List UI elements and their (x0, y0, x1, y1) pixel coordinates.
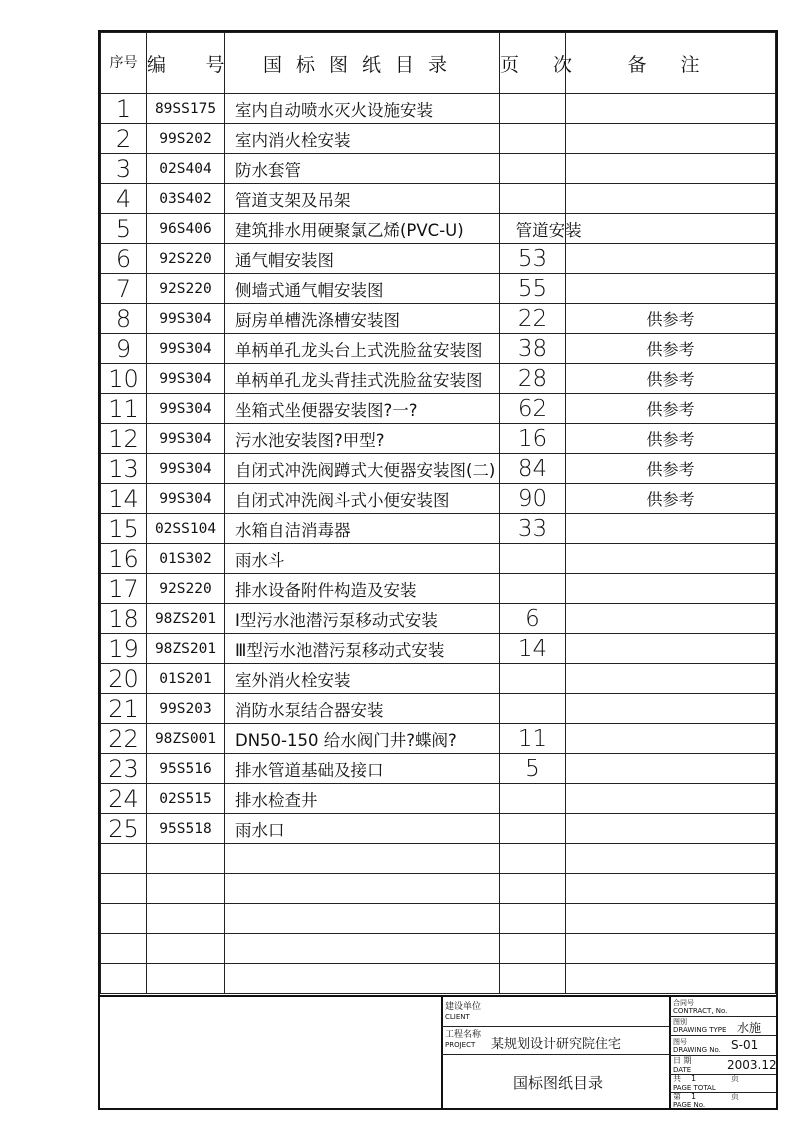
row-serial-no: 20 (101, 664, 147, 694)
header-page: 页 次 (500, 33, 566, 94)
row-note (566, 814, 776, 844)
project-name: 某规划设计研究院住宅 (491, 1037, 622, 1052)
table-row (101, 814, 776, 844)
row-code: 95S516 (147, 754, 225, 784)
row-note (566, 724, 776, 754)
row-title: 单柄单孔龙头台上式洗脸盆安装图 (225, 334, 500, 364)
table-row (101, 514, 776, 544)
drawing-sheet (98, 30, 778, 1110)
row-note: 供参考 (566, 424, 776, 454)
row-serial-no: 25 (101, 814, 147, 844)
row-page: 11 (500, 724, 566, 754)
row-page (500, 544, 566, 574)
row-title: 污水池安装图?甲型? (225, 424, 500, 454)
row-page: 90 (500, 484, 566, 514)
row-page (500, 814, 566, 844)
table-row (101, 454, 776, 484)
row-note: 供参考 (566, 304, 776, 334)
row-page: 5 (500, 754, 566, 784)
table-row (101, 304, 776, 334)
row-title: 排水设备附件构造及安装 (225, 574, 500, 604)
row-code: 92S220 (147, 244, 225, 274)
table-row (101, 874, 776, 904)
row-note: 供参考 (566, 484, 776, 514)
row-title: 厨房单槽洗涤槽安装图 (225, 304, 500, 334)
row-title (225, 874, 500, 904)
row-code (147, 904, 225, 934)
row-page: 16 (500, 424, 566, 454)
table-row (101, 244, 776, 274)
row-title: Ⅰ型污水池潜污泵移动式安装 (225, 604, 500, 634)
project-label: 工程名称 (445, 1030, 482, 1040)
row-serial-no: 15 (101, 514, 147, 544)
row-title: 排水管道基础及接口 (225, 754, 500, 784)
row-page (500, 784, 566, 814)
table-row (101, 934, 776, 964)
page-total-unit: 页 (731, 1074, 739, 1083)
row-serial-no: 13 (101, 454, 147, 484)
row-code: 98ZS201 (147, 634, 225, 664)
table-row (101, 784, 776, 814)
row-code: 98ZS201 (147, 604, 225, 634)
row-page: 84 (500, 454, 566, 484)
row-serial-no: 3 (101, 154, 147, 184)
drawing-type-label-en: DRAWING TYPE (673, 1026, 727, 1034)
row-note (566, 634, 776, 664)
row-code: 99S304 (147, 484, 225, 514)
row-page (500, 904, 566, 934)
standard-drawing-index-table (100, 32, 776, 994)
row-serial-no: 8 (101, 304, 147, 334)
row-page (500, 664, 566, 694)
title-block-blank-area (100, 997, 443, 1108)
table-row (101, 604, 776, 634)
row-title: 雨水斗 (225, 544, 500, 574)
table-row (101, 634, 776, 664)
row-page: 6 (500, 604, 566, 634)
row-title: 室外消火栓安装 (225, 664, 500, 694)
table-row (101, 544, 776, 574)
row-title: 自闭式冲洗阀斗式小便安装图 (225, 484, 500, 514)
row-page (500, 694, 566, 724)
row-note (566, 694, 776, 724)
row-page (500, 874, 566, 904)
table-row (101, 94, 776, 124)
table-row (101, 664, 776, 694)
table-row (101, 844, 776, 874)
page-total-value: 1 (691, 1074, 697, 1083)
table-row (101, 754, 776, 784)
row-title: 雨水口 (225, 814, 500, 844)
row-code: 98ZS001 (147, 724, 225, 754)
row-title: 侧墙式通气帽安装图 (225, 274, 500, 304)
row-code: 99S304 (147, 424, 225, 454)
drawing-type-value: 水施 (737, 1021, 762, 1035)
client-label: 建设单位 (445, 1002, 482, 1012)
row-serial-no: 6 (101, 244, 147, 274)
page-no-value: 1 (691, 1092, 697, 1101)
table-row (101, 364, 776, 394)
row-code: 01S302 (147, 544, 225, 574)
row-title: Ⅲ型污水池潜污泵移动式安装 (225, 634, 500, 664)
row-note: 供参考 (566, 364, 776, 394)
row-note (566, 874, 776, 904)
row-serial-no (101, 874, 147, 904)
row-note: 供参考 (566, 394, 776, 424)
row-page (500, 844, 566, 874)
row-note (566, 784, 776, 814)
row-code: 96S406 (147, 214, 225, 244)
row-serial-no: 24 (101, 784, 147, 814)
header-note: 备 注 (566, 33, 776, 94)
table-row (101, 724, 776, 754)
row-note (566, 934, 776, 964)
header-code: 编 号 (147, 33, 225, 94)
row-code: 95S518 (147, 814, 225, 844)
row-serial-no: 7 (101, 274, 147, 304)
row-serial-no: 21 (101, 694, 147, 724)
row-serial-no (101, 934, 147, 964)
row-note (566, 124, 776, 154)
table-row (101, 904, 776, 934)
page-no-unit: 页 (731, 1092, 739, 1101)
row-serial-no (101, 904, 147, 934)
row-title (225, 214, 582, 244)
row-title: 排水检查井 (225, 784, 500, 814)
row-code: 99S304 (147, 304, 225, 334)
row-page (500, 94, 566, 124)
row-note: 供参考 (566, 334, 776, 364)
row-code: 89SS175 (147, 94, 225, 124)
table-row (101, 184, 776, 214)
table-header-row (101, 33, 776, 94)
row-note (566, 514, 776, 544)
row-note: 供参考 (566, 454, 776, 484)
row-page: 55 (500, 274, 566, 304)
row-note (566, 574, 776, 604)
row-code: 99S304 (147, 364, 225, 394)
row-title: 通气帽安装图 (225, 244, 500, 274)
row-page (500, 964, 566, 994)
row-page (500, 184, 566, 214)
row-title: DN50-150 给水阀门井?蝶阀? (225, 724, 500, 754)
drawing-no-value: S-01 (731, 1038, 759, 1052)
row-code: 03S402 (147, 184, 225, 214)
row-title: 消防水泵结合器安装 (225, 694, 500, 724)
row-page: 33 (500, 514, 566, 544)
row-code: 92S220 (147, 274, 225, 304)
row-title: 单柄单孔龙头背挂式洗脸盆安装图 (225, 364, 500, 394)
row-code (147, 964, 225, 994)
row-serial-no (101, 964, 147, 994)
row-serial-no: 2 (101, 124, 147, 154)
row-note (566, 754, 776, 784)
row-serial-no: 1 (101, 94, 147, 124)
row-title: 管道支架及吊架 (225, 184, 500, 214)
page-total-label-en: PAGE TOTAL (673, 1084, 716, 1092)
row-code (147, 934, 225, 964)
drawing-type-label: 图别 (673, 1018, 687, 1026)
row-title: 防水套管 (225, 154, 500, 184)
row-page (500, 154, 566, 184)
table-row (101, 274, 776, 304)
row-code: 02S404 (147, 154, 225, 184)
table-row (101, 964, 776, 994)
row-note (566, 604, 776, 634)
row-serial-no: 11 (101, 394, 147, 424)
row-title: 水箱自洁消毒器 (225, 514, 500, 544)
header-title: 国标图纸目录 (225, 33, 500, 94)
row-page: 22 (500, 304, 566, 334)
row-title: 坐箱式坐便器安装图?一? (225, 394, 500, 424)
row-serial-no: 16 (101, 544, 147, 574)
row-serial-no: 14 (101, 484, 147, 514)
row-code: 02S515 (147, 784, 225, 814)
row-note (566, 244, 776, 274)
row-serial-no: 23 (101, 754, 147, 784)
row-page: 28 (500, 364, 566, 394)
row-title-text: 建筑排水用硬聚氯乙烯(PVC-U) (235, 220, 464, 240)
row-title: 室内自动喷水灭火设施安装 (225, 94, 500, 124)
row-code (147, 874, 225, 904)
row-note (566, 184, 776, 214)
row-note (566, 964, 776, 994)
row-page (500, 934, 566, 964)
row-code: 99S304 (147, 334, 225, 364)
row-note (566, 214, 776, 244)
title-block (100, 995, 776, 1108)
row-serial-no: 17 (101, 574, 147, 604)
row-note (566, 664, 776, 694)
row-page: 38 (500, 334, 566, 364)
row-note (566, 274, 776, 304)
row-note (566, 904, 776, 934)
row-serial-no: 22 (101, 724, 147, 754)
row-note (566, 154, 776, 184)
date-label: 日 期 (673, 1056, 692, 1065)
title-block-project-info (441, 997, 671, 1108)
row-code: 01S201 (147, 664, 225, 694)
row-serial-no: 18 (101, 604, 147, 634)
date-label-en: DATE (673, 1066, 692, 1074)
row-serial-no: 5 (101, 214, 147, 244)
row-code: 99S304 (147, 394, 225, 424)
row-title (225, 904, 500, 934)
table-body (101, 94, 776, 994)
row-page (500, 574, 566, 604)
table-row (101, 574, 776, 604)
row-serial-no: 10 (101, 364, 147, 394)
project-label-en: PROJECT (445, 1041, 476, 1049)
header-serial-no: 序号 (101, 33, 147, 94)
row-page: 62 (500, 394, 566, 424)
table-row (101, 484, 776, 514)
table-row (101, 424, 776, 454)
row-title (225, 844, 500, 874)
row-code: 99S203 (147, 694, 225, 724)
table-row (101, 694, 776, 724)
row-note (566, 94, 776, 124)
contract-label-en: CONTRACT, No. (673, 1007, 728, 1015)
row-serial-no: 4 (101, 184, 147, 214)
drawing-no-label-en: DRAWING No. (673, 1046, 721, 1054)
drawing-no-label: 图号 (673, 1038, 687, 1046)
row-code: 99S202 (147, 124, 225, 154)
row-page (500, 124, 566, 154)
row-code: 92S220 (147, 574, 225, 604)
row-code: 99S304 (147, 454, 225, 484)
page-total-label: 共 (673, 1074, 681, 1083)
row-title (225, 964, 500, 994)
row-title: 自闭式冲洗阀蹲式大便器安装图(二) (225, 454, 500, 484)
row-page: 14 (500, 634, 566, 664)
row-serial-no (101, 844, 147, 874)
row-code (147, 844, 225, 874)
table-row (101, 124, 776, 154)
page-no-label-en: PAGE No. (673, 1101, 706, 1109)
row-serial-no: 9 (101, 334, 147, 364)
table-row (101, 394, 776, 424)
client-label-en: CLIENT (445, 1013, 470, 1021)
row-serial-no: 19 (101, 634, 147, 664)
page-no-label: 第 (673, 1092, 681, 1101)
contract-label: 合同号 (673, 999, 694, 1007)
table-row (101, 214, 776, 244)
row-note (566, 844, 776, 874)
date-value: 2003.12 (727, 1058, 777, 1072)
drawing-title: 国标图纸目录 (513, 1074, 604, 1092)
row-code: 02SS104 (147, 514, 225, 544)
row-title (225, 934, 500, 964)
title-block-drawing-info (669, 997, 776, 1108)
table-row (101, 154, 776, 184)
table-row (101, 334, 776, 364)
row-serial-no: 12 (101, 424, 147, 454)
row-title: 室内消火栓安装 (225, 124, 500, 154)
row-title-overflow-text: 管道安装 (515, 220, 582, 240)
row-note (566, 544, 776, 574)
row-page: 53 (500, 244, 566, 274)
